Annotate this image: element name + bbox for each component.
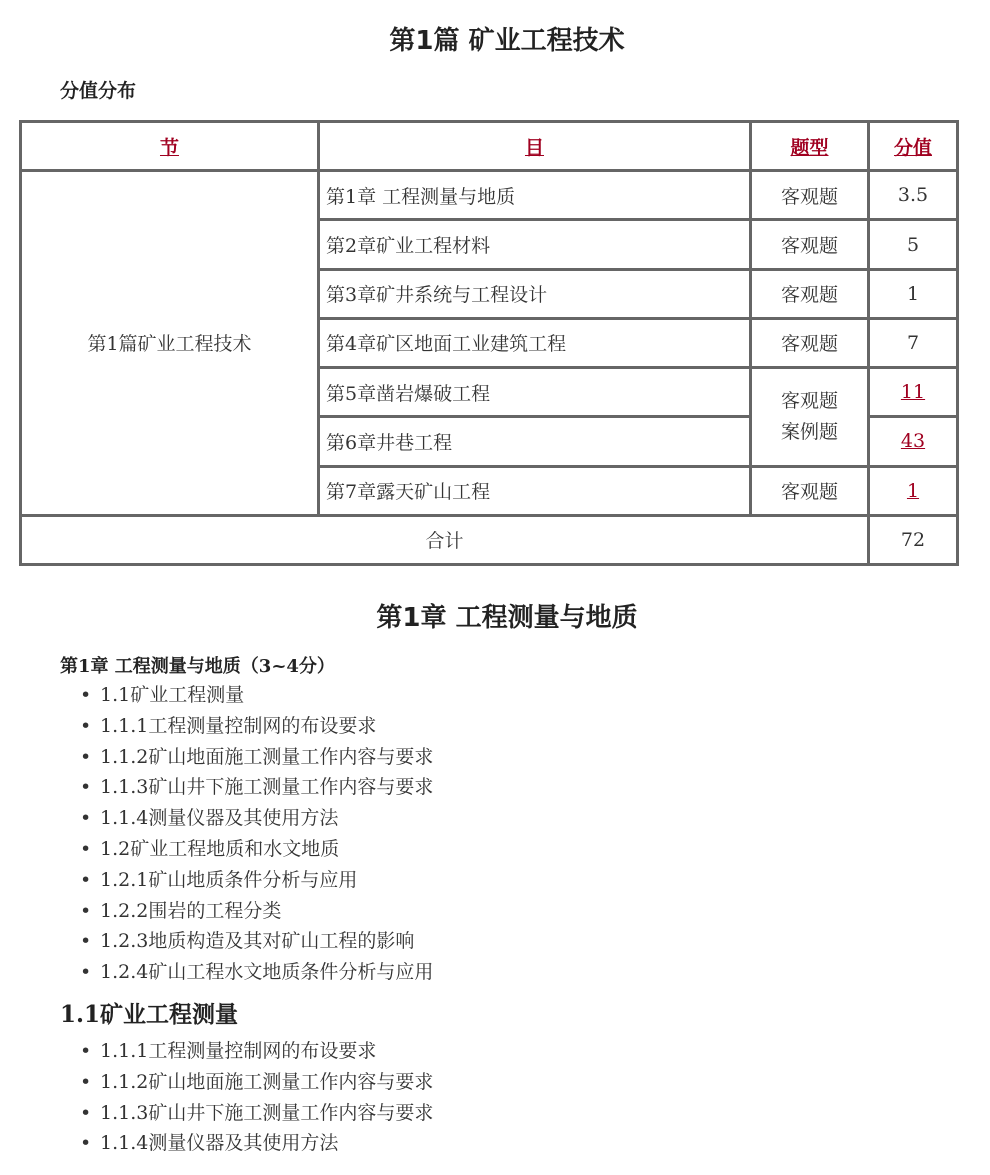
item-cell: 第1章 工程测量与地质: [319, 171, 751, 220]
header-item[interactable]: [319, 122, 751, 171]
toc-link[interactable]: 1.2矿业工程地质和水文地质: [100, 837, 340, 860]
list-item[interactable]: [80, 1036, 433, 1067]
toc-link[interactable]: 1.1矿业工程测量: [100, 684, 245, 706]
bullet-icon: •: [80, 1070, 92, 1093]
item-cell: 第5章凿岩爆破工程: [319, 368, 751, 417]
toc-link[interactable]: 1.1.4测量仪器及其使用方法: [100, 1132, 339, 1155]
toc-link[interactable]: 1.2.2围岩的工程分类: [100, 899, 282, 922]
bullet-icon: •: [80, 745, 92, 768]
list-item[interactable]: [80, 711, 433, 742]
header-score-link[interactable]: 分值: [893, 136, 932, 159]
toc-link[interactable]: 1.1.3矿山井下施工测量工作内容与要求: [100, 1101, 434, 1124]
toc-link[interactable]: 1.2.4矿山工程水文地质条件分析与应用: [100, 961, 434, 984]
bullet-icon: •: [80, 1101, 92, 1124]
score-cell: 3.5: [869, 171, 958, 220]
list-item[interactable]: [80, 1098, 433, 1129]
chapter-subtitle: 第1章 工程测量与地质（3~4分）: [60, 656, 335, 677]
list-item[interactable]: [80, 1128, 433, 1159]
score-cell: 7: [869, 318, 958, 367]
table-header-row: [21, 122, 958, 171]
chapter-toc-list: [80, 680, 433, 988]
list-item[interactable]: [80, 742, 433, 773]
bullet-icon: •: [80, 776, 92, 799]
list-item[interactable]: [80, 865, 433, 896]
total-row: [21, 515, 958, 564]
bullet-icon: •: [80, 837, 92, 860]
score-distribution-label: 分值分布: [60, 80, 137, 102]
header-type-link[interactable]: 题型: [790, 136, 829, 159]
header-section[interactable]: [21, 122, 319, 171]
item-cell: 第4章矿区地面工业建筑工程: [319, 318, 751, 367]
part-name-cell: 第1篇矿业工程技术: [21, 171, 319, 516]
item-cell: 第7章露天矿山工程: [319, 466, 751, 515]
bullet-icon: •: [80, 1040, 92, 1062]
toc-link[interactable]: 1.1.1工程测量控制网的布设要求: [100, 1040, 377, 1062]
bullet-icon: •: [80, 807, 92, 830]
bullet-icon: •: [80, 961, 92, 984]
list-item[interactable]: [80, 926, 433, 957]
total-label-cell: 合计: [21, 515, 869, 564]
section-toc-list: [80, 1036, 433, 1159]
score-link[interactable]: 1: [906, 479, 920, 502]
list-item[interactable]: [80, 957, 433, 988]
type-cell: 客观题 案例题: [751, 368, 869, 466]
score-cell[interactable]: [869, 417, 958, 466]
table-row: [21, 171, 958, 220]
toc-link[interactable]: 1.1.2矿山地面施工测量工作内容与要求: [100, 1070, 434, 1093]
total-value-cell: 72: [869, 515, 958, 564]
list-item[interactable]: [80, 772, 433, 803]
bullet-icon: •: [80, 1132, 92, 1155]
list-item[interactable]: [80, 1067, 433, 1098]
header-item-link[interactable]: 目: [524, 136, 544, 159]
toc-link[interactable]: 1.1.1工程测量控制网的布设要求: [100, 714, 377, 737]
list-item[interactable]: [80, 803, 433, 834]
bullet-icon: •: [80, 930, 92, 953]
score-link[interactable]: 11: [900, 381, 926, 404]
score-cell[interactable]: [869, 466, 958, 515]
type-cell: 客观题: [751, 220, 869, 269]
score-distribution-table: [19, 120, 959, 566]
section-heading: 1.1矿业工程测量: [60, 1001, 239, 1028]
list-item[interactable]: [80, 680, 433, 711]
toc-link[interactable]: 1.1.3矿山井下施工测量工作内容与要求: [100, 776, 434, 799]
type-cell: 客观题: [751, 171, 869, 220]
bullet-icon: •: [80, 868, 92, 891]
type-cell: 客观题: [751, 269, 869, 318]
chapter-title: 第1章 工程测量与地质: [376, 603, 638, 633]
type-cell: 客观题: [751, 466, 869, 515]
toc-link[interactable]: 1.2.1矿山地质条件分析与应用: [100, 868, 358, 891]
score-cell: 1: [869, 269, 958, 318]
header-question-type[interactable]: [751, 122, 869, 171]
bullet-icon: •: [80, 899, 92, 922]
type-cell: 客观题: [751, 318, 869, 367]
toc-link[interactable]: 1.1.2矿山地面施工测量工作内容与要求: [100, 745, 434, 768]
score-cell[interactable]: [869, 368, 958, 417]
item-cell: 第6章井巷工程: [319, 417, 751, 466]
score-cell: 5: [869, 220, 958, 269]
list-item[interactable]: [80, 834, 433, 865]
header-score[interactable]: [869, 122, 958, 171]
score-link[interactable]: 43: [900, 430, 926, 453]
toc-link[interactable]: 1.2.3地质构造及其对矿山工程的影响: [100, 930, 415, 953]
page-title: 第1篇 矿业工程技术: [389, 26, 625, 56]
item-cell: 第3章矿井系统与工程设计: [319, 269, 751, 318]
toc-link[interactable]: 1.1.4测量仪器及其使用方法: [100, 807, 339, 830]
bullet-icon: •: [80, 684, 92, 706]
bullet-icon: •: [80, 714, 92, 737]
header-section-link[interactable]: 节: [159, 136, 179, 159]
item-cell: 第2章矿业工程材料: [319, 220, 751, 269]
list-item[interactable]: [80, 896, 433, 927]
